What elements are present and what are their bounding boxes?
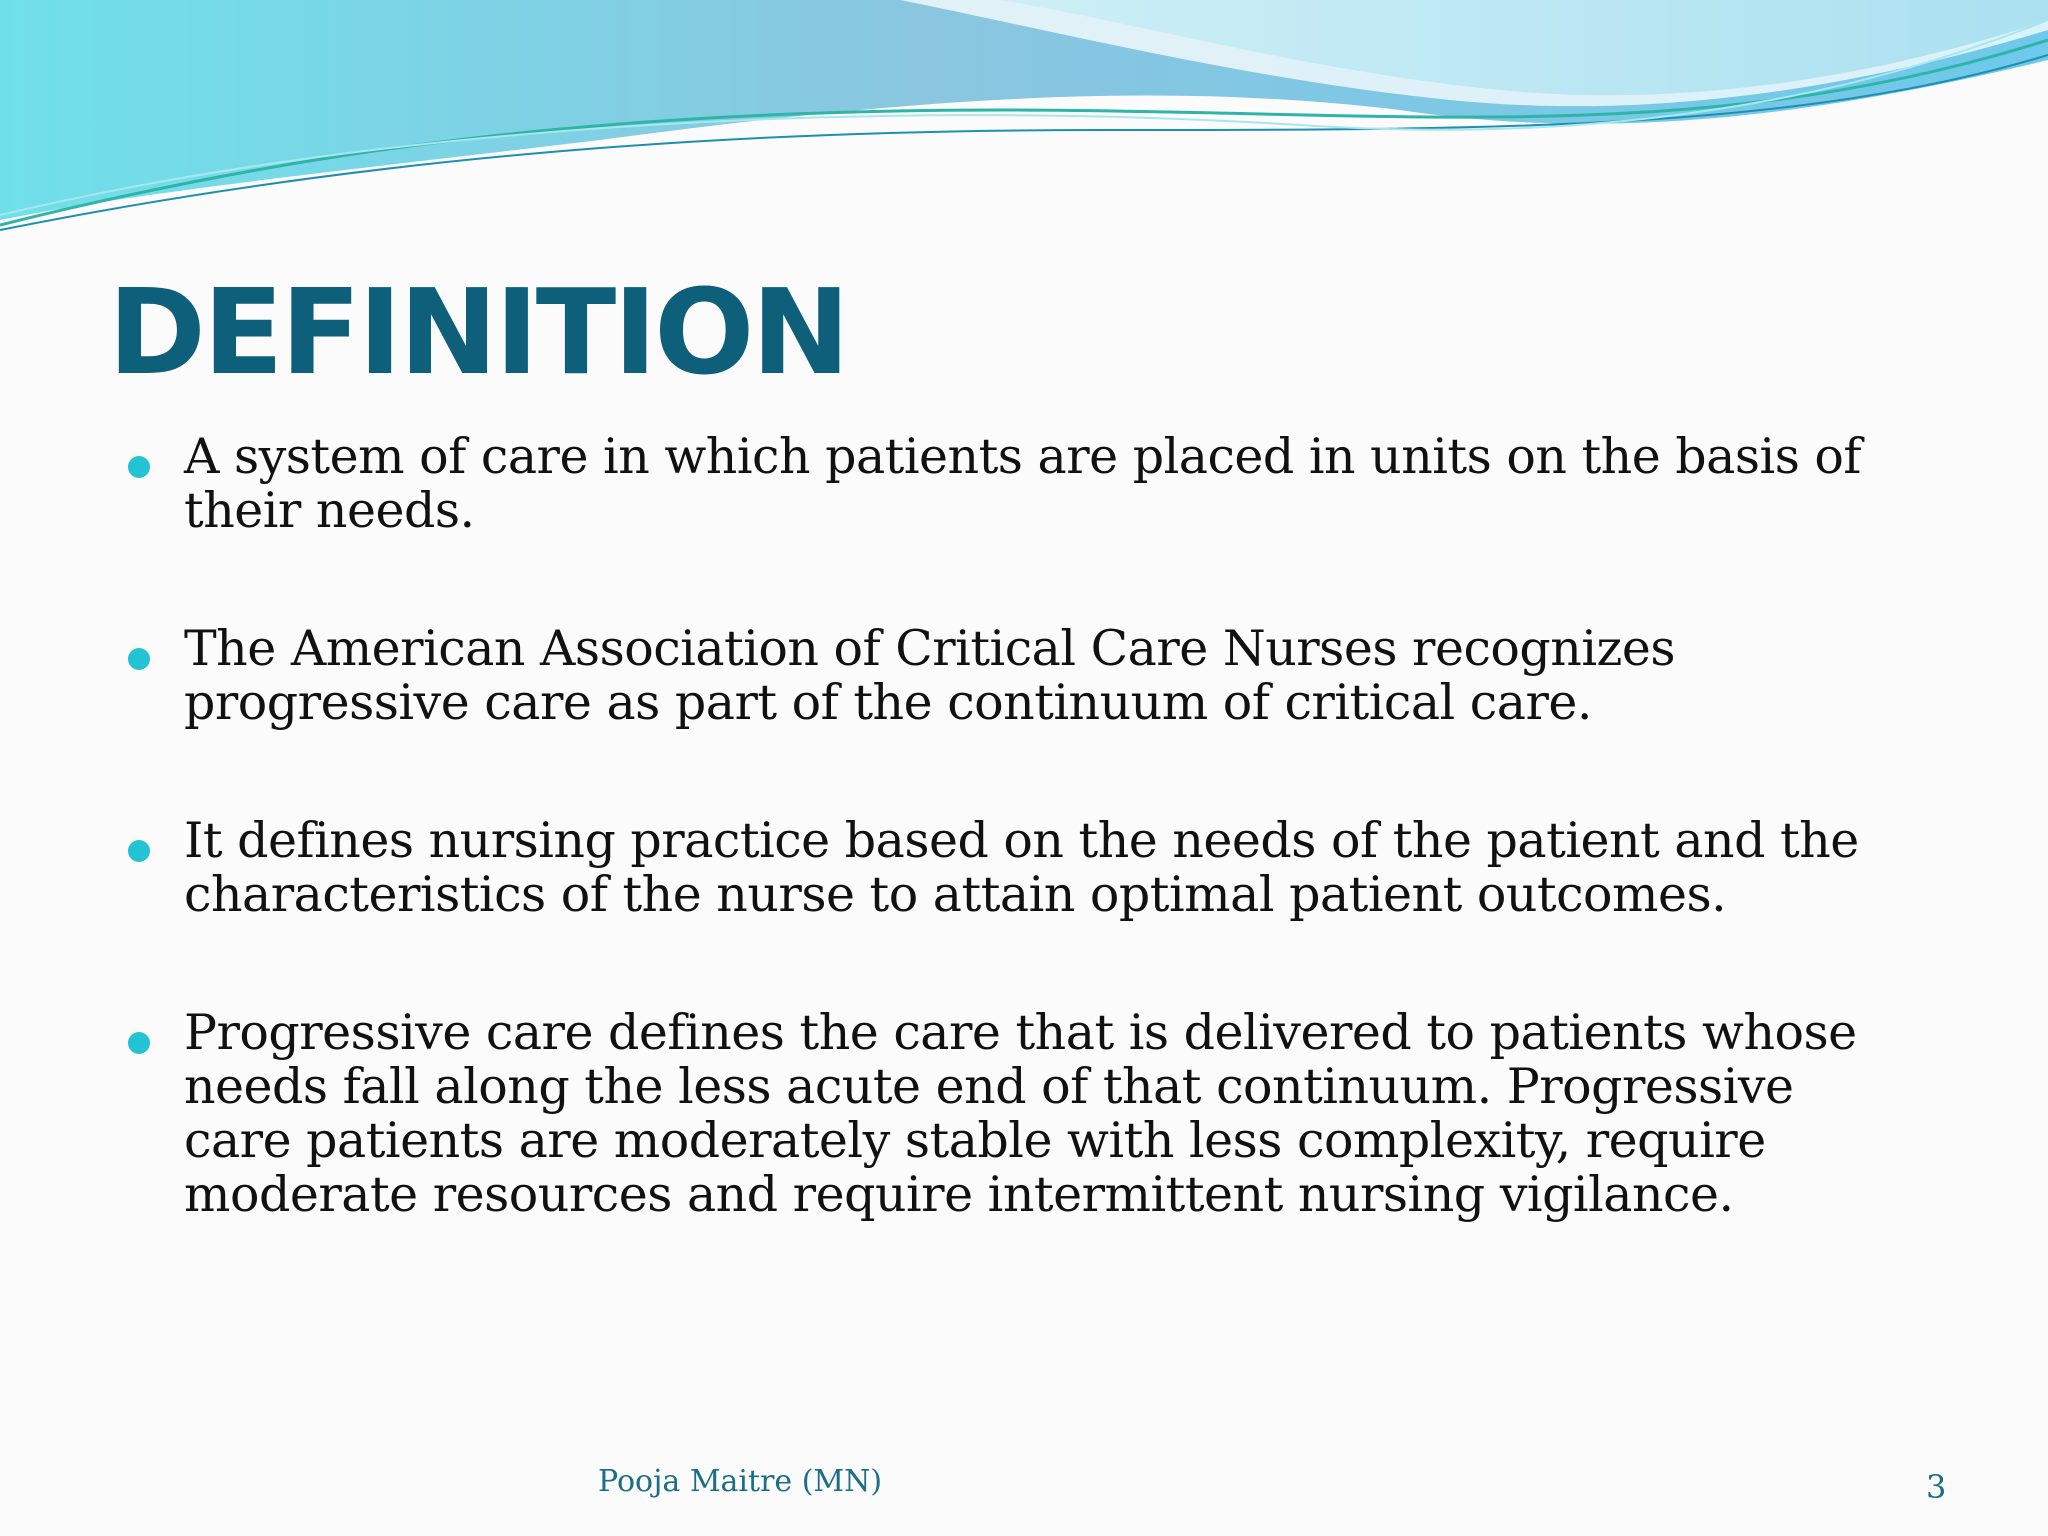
bullet-text: The American Association of Critical Care Nurses recognizes progressive care as part of the continuum of critical care. <box>184 620 1675 731</box>
bullet-text: It defines nursing practice based on the needs of the patient and the characteristics of the nurse to attain optimal patient outcomes. <box>184 812 1859 923</box>
bullet-dot-icon <box>128 840 150 862</box>
bullet-text: A system of care in which patients are placed in units on the basis of their needs. <box>184 428 1862 539</box>
slide-title: DEFINITION <box>108 263 848 401</box>
page-number: 3 <box>1926 1468 1947 1506</box>
footer-author: Pooja Maitre (MN) <box>598 1464 883 1499</box>
bullet-dot-icon <box>128 1032 150 1054</box>
bullet-dot-icon <box>128 456 150 478</box>
bullet-dot-icon <box>128 648 150 670</box>
bullet-text: Progressive care defines the care that is delivered to patients whose needs fall along the less acute end of that continuum. Progressive care patients are moderately stable with less complexity, require moderate resources and require intermittent nursing vigilance. <box>184 1004 1857 1223</box>
header-wave-decoration <box>0 0 2048 240</box>
